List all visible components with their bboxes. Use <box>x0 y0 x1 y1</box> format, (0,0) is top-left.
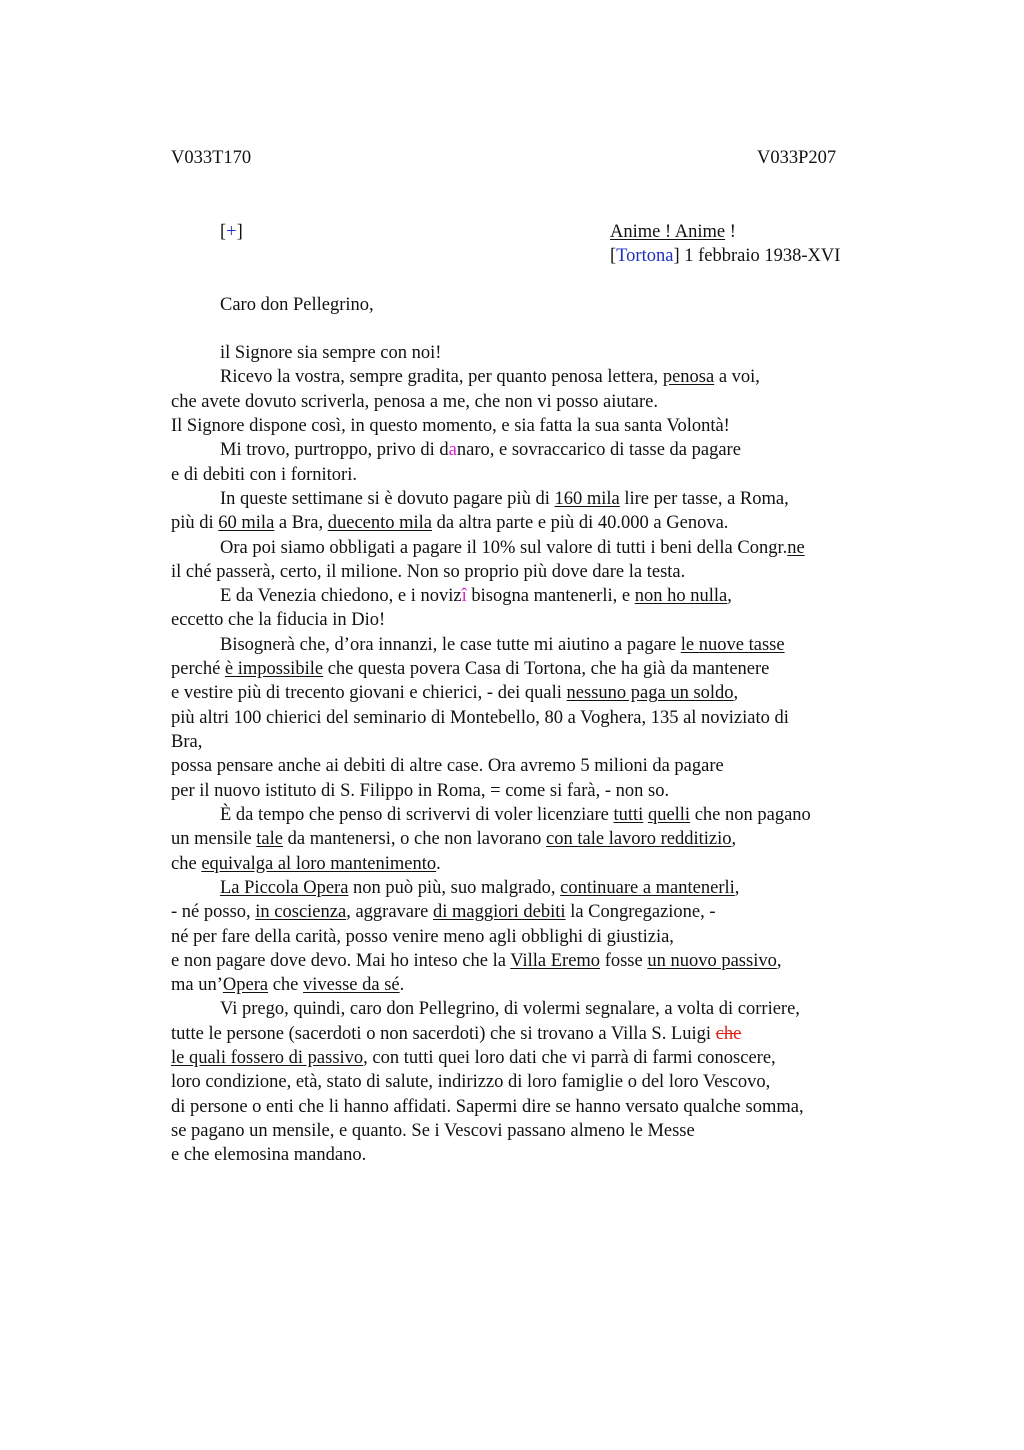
line-text: Ora poi siamo obbligati a pagare il 10% sul valore di tutti i beni della Congr. <box>220 537 788 558</box>
motto <box>610 220 736 244</box>
cross-close-bracket: ] <box>236 222 243 242</box>
line-text: un mensile <box>171 829 257 850</box>
line-text: più altri 100 chierici del seminario di Montebello, 80 a Voghera, 135 al noviziato di <box>171 707 789 728</box>
underlined-text: penosa <box>662 367 715 388</box>
line-text: a voi, <box>714 367 760 388</box>
line-text: È da tempo che penso di scrivervi di voler licenziare <box>220 804 614 825</box>
letter-line <box>171 511 891 535</box>
letter-line <box>171 730 891 754</box>
line-text: , <box>733 683 739 704</box>
letter-line <box>171 997 891 1021</box>
line-text: e vestire più di trecento giovani e chierici, - dei quali <box>171 683 567 704</box>
letter-line <box>171 1119 891 1143</box>
letter-line <box>171 487 891 511</box>
line-text: il Signore sia sempre con noi! <box>220 343 442 363</box>
line-text: che <box>171 853 202 874</box>
line-text: lire per tasse, a Roma, <box>619 488 789 509</box>
underlined-text: 60 mila <box>218 513 275 534</box>
underlined-text: ne <box>787 537 805 558</box>
letter-line <box>171 925 891 949</box>
letter-line <box>171 827 891 851</box>
line-text: il ché passerà, certo, il milione. Non so proprio più dove dare la testa. <box>171 561 686 582</box>
underlined-text: le quali fossero di passivo <box>171 1048 364 1069</box>
line-text: né per fare della carità, posso venire meno agli obblighi di giustizia, <box>171 926 674 947</box>
letter-line <box>171 657 891 681</box>
underlined-text: vivesse da sé <box>303 975 400 996</box>
underlined-text: duecento mila <box>327 513 433 534</box>
line-text: - né posso, <box>171 902 256 923</box>
line-text: eccetto che la fiducia in Dio! <box>171 610 386 631</box>
line-text: non può più, suo malgrado, <box>348 877 561 898</box>
letter-line <box>171 852 891 876</box>
line-text: a <box>448 440 457 461</box>
letter-line <box>171 1143 891 1167</box>
document-code-right: V033P207 <box>757 148 837 168</box>
underlined-text: La Piccola Opera <box>220 877 349 898</box>
line-text: da altra parte e più di 40.000 a Genova. <box>432 513 729 534</box>
line-text: naro, e sovraccarico di tasse da pagare <box>456 440 741 461</box>
letter-line <box>171 681 891 705</box>
document-code-left: V033T170 <box>171 148 252 168</box>
letter-line <box>171 438 891 462</box>
line-text: e di debiti con i fornitori. <box>171 464 357 485</box>
underlined-text: con tale lavoro redditizio <box>546 829 732 850</box>
line-text: la Congregazione, - <box>565 902 716 923</box>
cross-icon: + <box>226 222 237 242</box>
underlined-text: le nuove tasse <box>680 634 785 655</box>
motto-underlined: Anime ! Anime <box>610 222 726 242</box>
line-text: Bra, <box>171 732 203 752</box>
letter-line <box>171 414 891 438</box>
underlined-text: 160 mila <box>554 488 620 509</box>
line-text: bisogna mantenerli, e <box>466 586 635 607</box>
dateline-place: Tortona <box>616 246 674 266</box>
line-text: , aggravare <box>346 902 433 923</box>
line-text: e non pagare dove devo. Mai ho inteso che la <box>171 950 511 971</box>
salutation: Caro don Pellegrino, <box>220 295 374 315</box>
letter-line <box>171 560 891 584</box>
line-text: che questa povera Casa di Tortona, che ha già da mantenere <box>323 659 770 680</box>
deleted-word: che <box>715 1023 742 1044</box>
line-text: ma un’ <box>171 975 223 996</box>
line-text: che avete dovuto scriverla, penosa a me, che non vi posso aiutare. <box>171 391 658 412</box>
letter-line <box>171 1070 891 1094</box>
line-text: , <box>734 877 740 898</box>
line-text: di persone o enti che li hanno affidati. Sapermi dire se hanno versato qualche somma, <box>171 1096 804 1117</box>
line-text: , <box>727 586 732 607</box>
underlined-text: è impossibile <box>224 659 324 680</box>
letter-line <box>171 584 891 608</box>
letter-line <box>171 900 891 924</box>
line-text: Il Signore dispone così, in questo momento, e sia fatta la sua santa Volontà! <box>171 415 730 436</box>
line-text: In queste settimane si è dovuto pagare più di <box>220 488 555 509</box>
letter-line <box>171 633 891 657</box>
line-text: , <box>776 950 782 971</box>
underlined-text: continuare a mantenerli <box>560 877 735 898</box>
letter-line <box>171 463 891 487</box>
line-text: î <box>461 586 467 607</box>
underlined-text: un nuovo passivo <box>647 950 777 971</box>
line-text: a Bra, <box>274 513 328 534</box>
letter-line <box>171 341 891 365</box>
line-text: se pagano un mensile, e quanto. Se i Vescovi passano almeno le Messe <box>171 1121 695 1141</box>
letter-line <box>171 949 891 973</box>
line-text: fosse <box>600 950 648 971</box>
line-text: loro condizione, età, stato di salute, indirizzo di loro famiglie o del loro Vescovo, <box>171 1072 771 1093</box>
cross-open-bracket: [ <box>220 222 227 242</box>
line-text: da mantenersi, o che non lavorano <box>283 829 547 850</box>
line-text: perché <box>171 659 225 680</box>
line-text: Bisognerà che, d’ora innanzi, le case tutte mi aiutino a pagare <box>220 634 681 655</box>
line-text: possa pensare anche ai debiti di altre case. Ora avremo 5 milioni da pagare <box>171 756 724 777</box>
letter-line <box>171 1046 891 1070</box>
letter-line <box>171 706 891 730</box>
line-text: . <box>399 975 405 996</box>
line-text: , <box>731 829 737 850</box>
letter-line <box>171 1095 891 1119</box>
letter-line <box>171 365 891 389</box>
underlined-text: tutti <box>613 804 644 825</box>
letter-line <box>171 1022 891 1046</box>
letter-line <box>171 973 891 997</box>
letter-line <box>171 390 891 414</box>
line-text: tutte le persone (sacerdoti o non sacerdoti) che si trovano a Villa S. Luigi <box>171 1023 716 1044</box>
line-text: Ricevo la vostra, sempre gradita, per quanto penosa lettera, <box>220 367 663 388</box>
underlined-text: in coscienza <box>255 902 347 923</box>
underlined-text: di maggiori debiti <box>433 902 566 923</box>
line-text: . <box>436 853 441 874</box>
motto-tail: ! <box>725 222 736 242</box>
underlined-text: non ho nulla <box>634 586 728 607</box>
letter-line <box>171 803 891 827</box>
letter-line <box>171 876 891 900</box>
underlined-text: quelli <box>647 804 691 825</box>
underlined-text: Opera <box>222 975 269 996</box>
letter-line <box>171 536 891 560</box>
dateline-date: ] 1 febbraio 1938-XVI <box>673 246 841 266</box>
underlined-text: tale <box>256 829 283 850</box>
letter-body <box>171 341 891 1168</box>
letter-line <box>171 779 891 803</box>
line-text: Mi trovo, purtroppo, privo di d <box>220 440 449 461</box>
underlined-text: equivalga al loro mantenimento <box>201 853 437 874</box>
underlined-text: Villa Eremo <box>510 950 601 971</box>
dateline-open-bracket: [ <box>610 246 617 266</box>
cross-mark <box>220 220 243 244</box>
line-text: che non pagano <box>690 804 811 825</box>
line-text: per il nuovo istituto di S. Filippo in Roma, = come si farà, - non so. <box>171 780 670 801</box>
letter-line <box>171 754 891 778</box>
line-text: , con tutti quei loro dati che vi parrà di farmi conoscere, <box>363 1048 776 1069</box>
letter-line <box>171 608 891 632</box>
line-text: più di <box>171 513 219 534</box>
line-text: Vi prego, quindi, caro don Pellegrino, di volermi segnalare, a volta di corriere, <box>220 999 800 1020</box>
line-text: E da Venezia chiedono, e i noviz <box>220 586 462 607</box>
line-text: e che elemosina mandano. <box>171 1145 367 1166</box>
dateline <box>610 244 840 268</box>
underlined-text: nessuno paga un soldo <box>566 683 734 704</box>
line-text: che <box>268 975 304 996</box>
